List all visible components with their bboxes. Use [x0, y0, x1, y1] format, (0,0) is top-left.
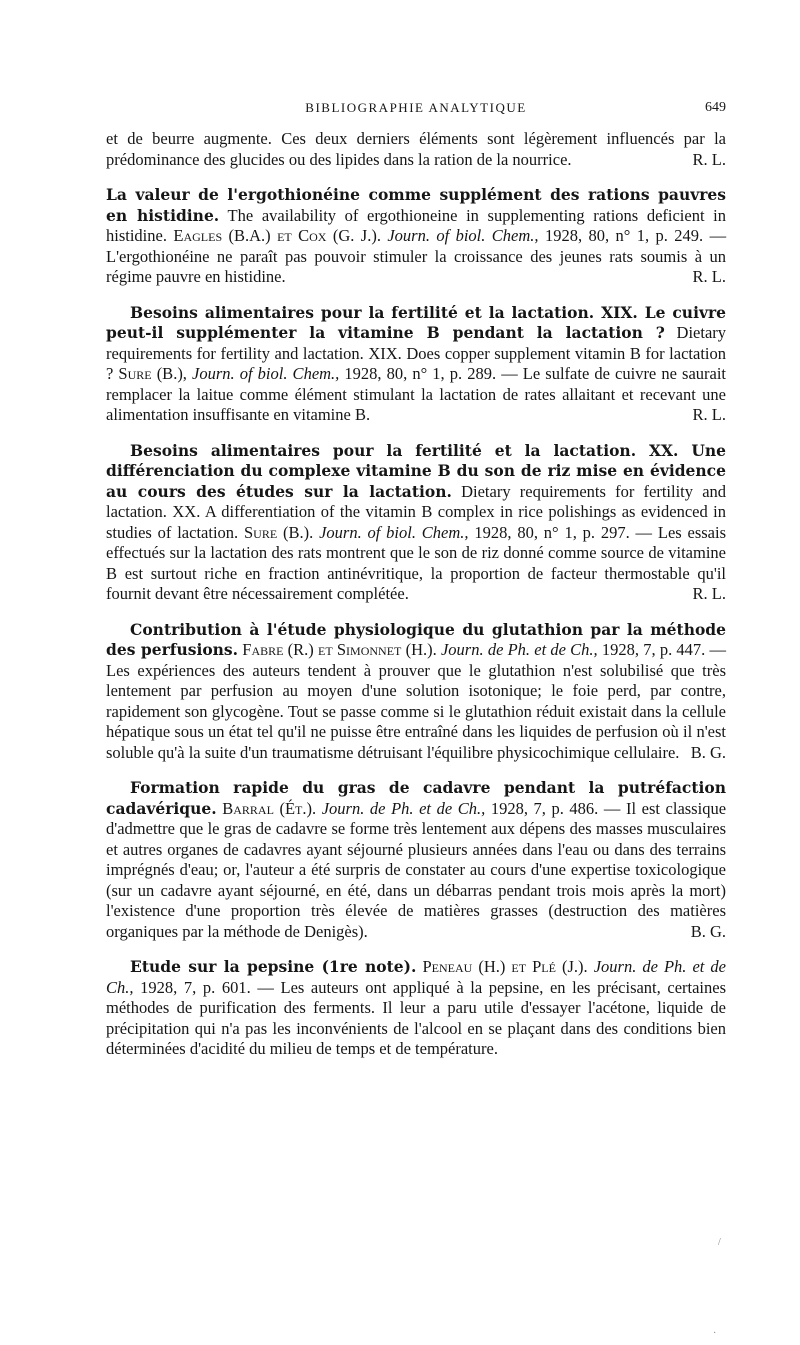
- entry-authors: Sure (B.).: [244, 522, 314, 542]
- entry-authors: Sure (B.),: [118, 364, 187, 383]
- signature: R. L.: [692, 267, 726, 286]
- signature: R. L.: [692, 405, 726, 424]
- entry-summary: — Les auteurs ont appliqué à la pepsine, en les précisant, certaines méthodes de purification des ferments. Il leur a paru utile d'essayer l'acétone, liquide de précipitation qui n'a pas les inconvénients de l'alcool en se plaçant dans des conditions bien déterminées d'acidité du milieu de temps et de température.: [106, 977, 727, 1058]
- bibliography-entry: [106, 957, 726, 1060]
- bibliography-entry: [106, 778, 726, 942]
- bibliography-entry: [106, 620, 726, 764]
- entry-authors: Fabre (R.) et Simonnet (H.).: [242, 640, 437, 659]
- entry-heading: Besoins alimentaires pour la fertilité et la lactation. XIX. Le cuivre peut-il supplémenter la vitamine B pendant la lactation ?: [106, 302, 726, 342]
- bibliography-body: [106, 129, 726, 1075]
- entry-summary: — Les essais effectués sur la lactation des rats montrent que le son de riz donné comme source de vitamine B est surtout riche en fraction antinévritique, la proportion de facteur thermostable qu'il fournit devant être nécessairement complétée.: [106, 522, 727, 603]
- entry-heading: Besoins alimentaires pour la fertilité et la lactation. XX. Une différenciation du complexe vitamine B du son de riz mise en évidence au cours des études sur la lactation.: [106, 440, 726, 501]
- journal-reference: 1928, 7, p. 447.: [601, 640, 706, 659]
- bibliography-entry: [106, 303, 726, 426]
- running-head: [106, 100, 726, 120]
- journal-reference: 1928, 80, n° 1, p. 289.: [344, 364, 497, 383]
- entry-summary: — Les expériences des auteurs tendent à prouver que le glutathion n'est solubilisé que très lentement par perfusion au moyen d'une solution isotonique; le foie perd, par contre, rapidement son glycogène. Tout se passe comme si le glutathion réduit existait dans la cellule hépatique sous un état tel qu'il ne puisse être entraîné dans les liquides de perfusion où il n'est soluble qu'à la suite d'un traumatisme détruisant l'équilibre physicochimique cellulaire.: [106, 640, 727, 762]
- signature: R. L.: [692, 149, 726, 169]
- entry-authors: Peneau (H.) et Plé (J.).: [422, 957, 588, 976]
- journal-reference: 1928, 7, p. 601.: [140, 977, 251, 997]
- journal-name: Journ. de Ph. et de Ch.,: [321, 798, 486, 818]
- journal-name: Journ. of biol. Chem.,: [319, 522, 469, 542]
- journal-reference: 1928, 80, n° 1, p. 297.: [474, 522, 630, 542]
- entry-heading: Contribution à l'étude physiologique du glutathion par la méthode des perfusions.: [106, 619, 726, 659]
- stray-mark: /: [718, 1237, 721, 1248]
- signature: R. L.: [692, 584, 726, 603]
- entry-authors: Barral (Ét.).: [222, 798, 317, 818]
- stray-mark: ·: [713, 1328, 717, 1339]
- english-title: Dietary requirements for fertility and lactation. XIX. Does copper supplement vitamin B for lactation ?: [106, 323, 727, 383]
- bibliography-entry: [106, 441, 726, 605]
- signature: B. G.: [690, 921, 726, 941]
- continuation-paragraph: [106, 129, 726, 170]
- english-title: The availability of ergothioneine in supplementing rations deficient in histidine.: [106, 205, 727, 245]
- journal-name: Journ. of biol. Chem.,: [192, 364, 340, 383]
- page-number: 649: [705, 100, 726, 115]
- journal-name: Journ. de Ph. et de Ch.,: [440, 640, 598, 659]
- entry-authors: Eagles (B.A.) et Cox (G. J.).: [173, 226, 381, 245]
- journal-name: Journ. de Ph. et de Ch.,: [106, 957, 727, 997]
- entry-heading: Etude sur la pepsine (1re note).: [130, 957, 417, 976]
- journal-reference: 1928, 7, p. 486.: [490, 798, 599, 818]
- bibliography-entry: [106, 185, 726, 288]
- signature: B. G.: [690, 742, 726, 762]
- entry-summary: — Le sulfate de cuivre ne saurait remplacer la laitue comme élément stimulant la lactation de rates allaitant et recevant une alimentation insuffisante en vitamine B.: [106, 364, 726, 424]
- continuation-text: et de beurre augmente. Ces deux derniers éléments sont légèrement influencés par la prédominance des glucides ou des lipides dans la ration de la nourrice.: [106, 129, 726, 169]
- journal-reference: 1928, 80, n° 1, p. 249.: [544, 226, 704, 245]
- entry-heading: La valeur de l'ergothionéine comme supplément des rations pauvres en histidine.: [106, 185, 726, 225]
- entry-summary: — Il est classique d'admettre que le gras de cadavre se forme très lentement aux dépens des masses musculaires et autres organes de cadavres ayant séjourné plusieurs années dans l'eau ou dans des terrains imprégnés d'eau; or, l'auteur a été surpris de constater au cours d'une expertise toxicologique (sur un cadavre ayant séjourné, en été, dans un débarras pendant trois mois après la mort) l'existence d'une proportion très élevée de matières grasses (destruction des matières organiques par la méthode de Denigès).: [106, 798, 727, 941]
- entry-summary: — L'ergothionéine ne paraît pas pouvoir stimuler la croissance des jeunes rats soumis à un régime pauvre en histidine.: [106, 226, 727, 286]
- entry-heading: Formation rapide du gras de cadavre pendant la putréfaction cadavérique.: [106, 778, 726, 818]
- english-title: Dietary requirements for fertility and lactation. XX. A differentiation of the vitamin B complex in rice polishings as evidenced in studies of lactation.: [106, 481, 727, 542]
- running-head-title: BIBLIOGRAPHIE ANALYTIQUE: [305, 100, 527, 115]
- journal-name: Journ. of biol. Chem.,: [387, 226, 539, 245]
